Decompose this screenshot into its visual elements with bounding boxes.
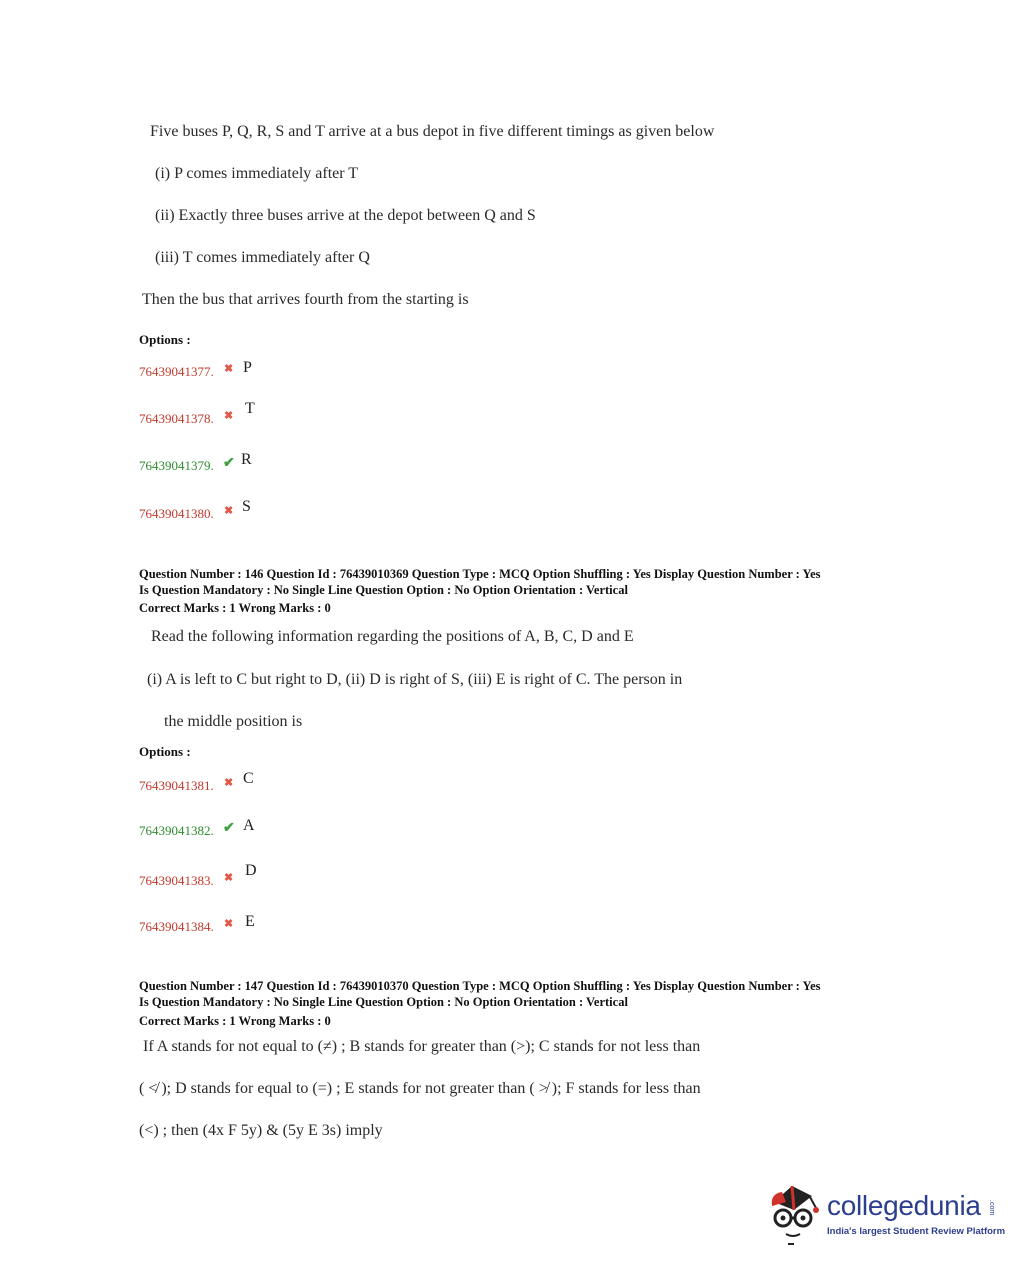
q145-question: Then the bus that arrives fourth from the starting is [142, 291, 469, 308]
q146-meta-line-1: Question Number : 146 Question Id : 76439010369 Question Type : MCQ Option Shuffling : Yes Display Question Number : Yes [139, 567, 821, 581]
q146-stem-line-2: (i) A is left to C but right to D, (ii) D is right of S, (iii) E is right of C. The person in [147, 671, 683, 688]
option-value: P [243, 359, 252, 376]
q146-stem-line-1: Read the following information regarding the positions of A, B, C, D and E [151, 628, 634, 645]
option-value: S [242, 498, 251, 515]
q147-meta-line-2: Is Question Mandatory : No Single Line Question Option : No Option Orientation : Vertical [139, 995, 628, 1009]
q147-stem-line-1: If A stands for not equal to (≠) ; B stands for greater than (>); C stands for not less than [143, 1038, 701, 1055]
option-value: E [245, 913, 255, 930]
q147-stem-line-2: ( ≮ ); D stands for equal to (=) ; E stands for not greater than ( ≯ ); F stands for less than [139, 1080, 701, 1097]
option-value: R [241, 451, 252, 468]
wrong-mark-icon: ✖ [224, 918, 234, 930]
option-value: D [245, 862, 257, 879]
option-id: 76439041380. [139, 506, 214, 521]
option-id: 76439041377. [139, 364, 214, 379]
q146-options-label: Options : [139, 744, 191, 759]
q146-meta-line-2: Is Question Mandatory : No Single Line Question Option : No Option Orientation : Vertical [139, 583, 628, 597]
option-id: 76439041379. [139, 458, 214, 473]
option-id: 76439041382. [139, 823, 214, 838]
option-value: C [243, 770, 254, 787]
wrong-mark-icon: ✖ [224, 410, 234, 422]
q147-stem-line-3: (<) ; then (4x F 5y) & (5y E 3s) imply [139, 1122, 383, 1139]
logo-suffix: .com [988, 1200, 995, 1216]
q145-condition-2: (ii) Exactly three buses arrive at the depot between Q and S [155, 207, 536, 224]
q145-options-label: Options : [139, 332, 191, 347]
logo-tagline: India's largest Student Review Platform [827, 1226, 1006, 1237]
option-id: 76439041384. [139, 919, 214, 934]
wrong-mark-icon: ✖ [224, 363, 234, 375]
wrong-mark-icon: ✖ [224, 777, 234, 789]
option-id: 76439041378. [139, 411, 214, 426]
correct-mark-icon: ✔ [223, 821, 235, 836]
option-id: 76439041383. [139, 873, 214, 888]
q147-meta-line-3: Correct Marks : 1 Wrong Marks : 0 [139, 1014, 331, 1028]
q145-condition-1: (i) P comes immediately after T [155, 165, 359, 182]
logo-wordmark: collegedunia [827, 1190, 981, 1221]
option-value: T [245, 400, 255, 417]
q146-meta-line-3: Correct Marks : 1 Wrong Marks : 0 [139, 601, 331, 615]
wrong-mark-icon: ✖ [224, 872, 234, 884]
q145-condition-3: (iii) T comes immediately after Q [155, 249, 370, 266]
wrong-mark-icon: ✖ [224, 505, 234, 517]
q147-meta-line-1: Question Number : 147 Question Id : 76439010370 Question Type : MCQ Option Shuffling : Yes Display Question Number : Yes [139, 979, 821, 993]
collegedunia-logo [766, 1176, 1006, 1248]
option-value: A [243, 817, 255, 834]
q145-stem-line-1: Five buses P, Q, R, S and T arrive at a bus depot in five different timings as given below [150, 123, 715, 140]
q146-stem-line-3: the middle position is [164, 713, 303, 730]
correct-mark-icon: ✔ [223, 456, 235, 471]
option-id: 76439041381. [139, 778, 214, 793]
mascot-icon [766, 1176, 828, 1248]
